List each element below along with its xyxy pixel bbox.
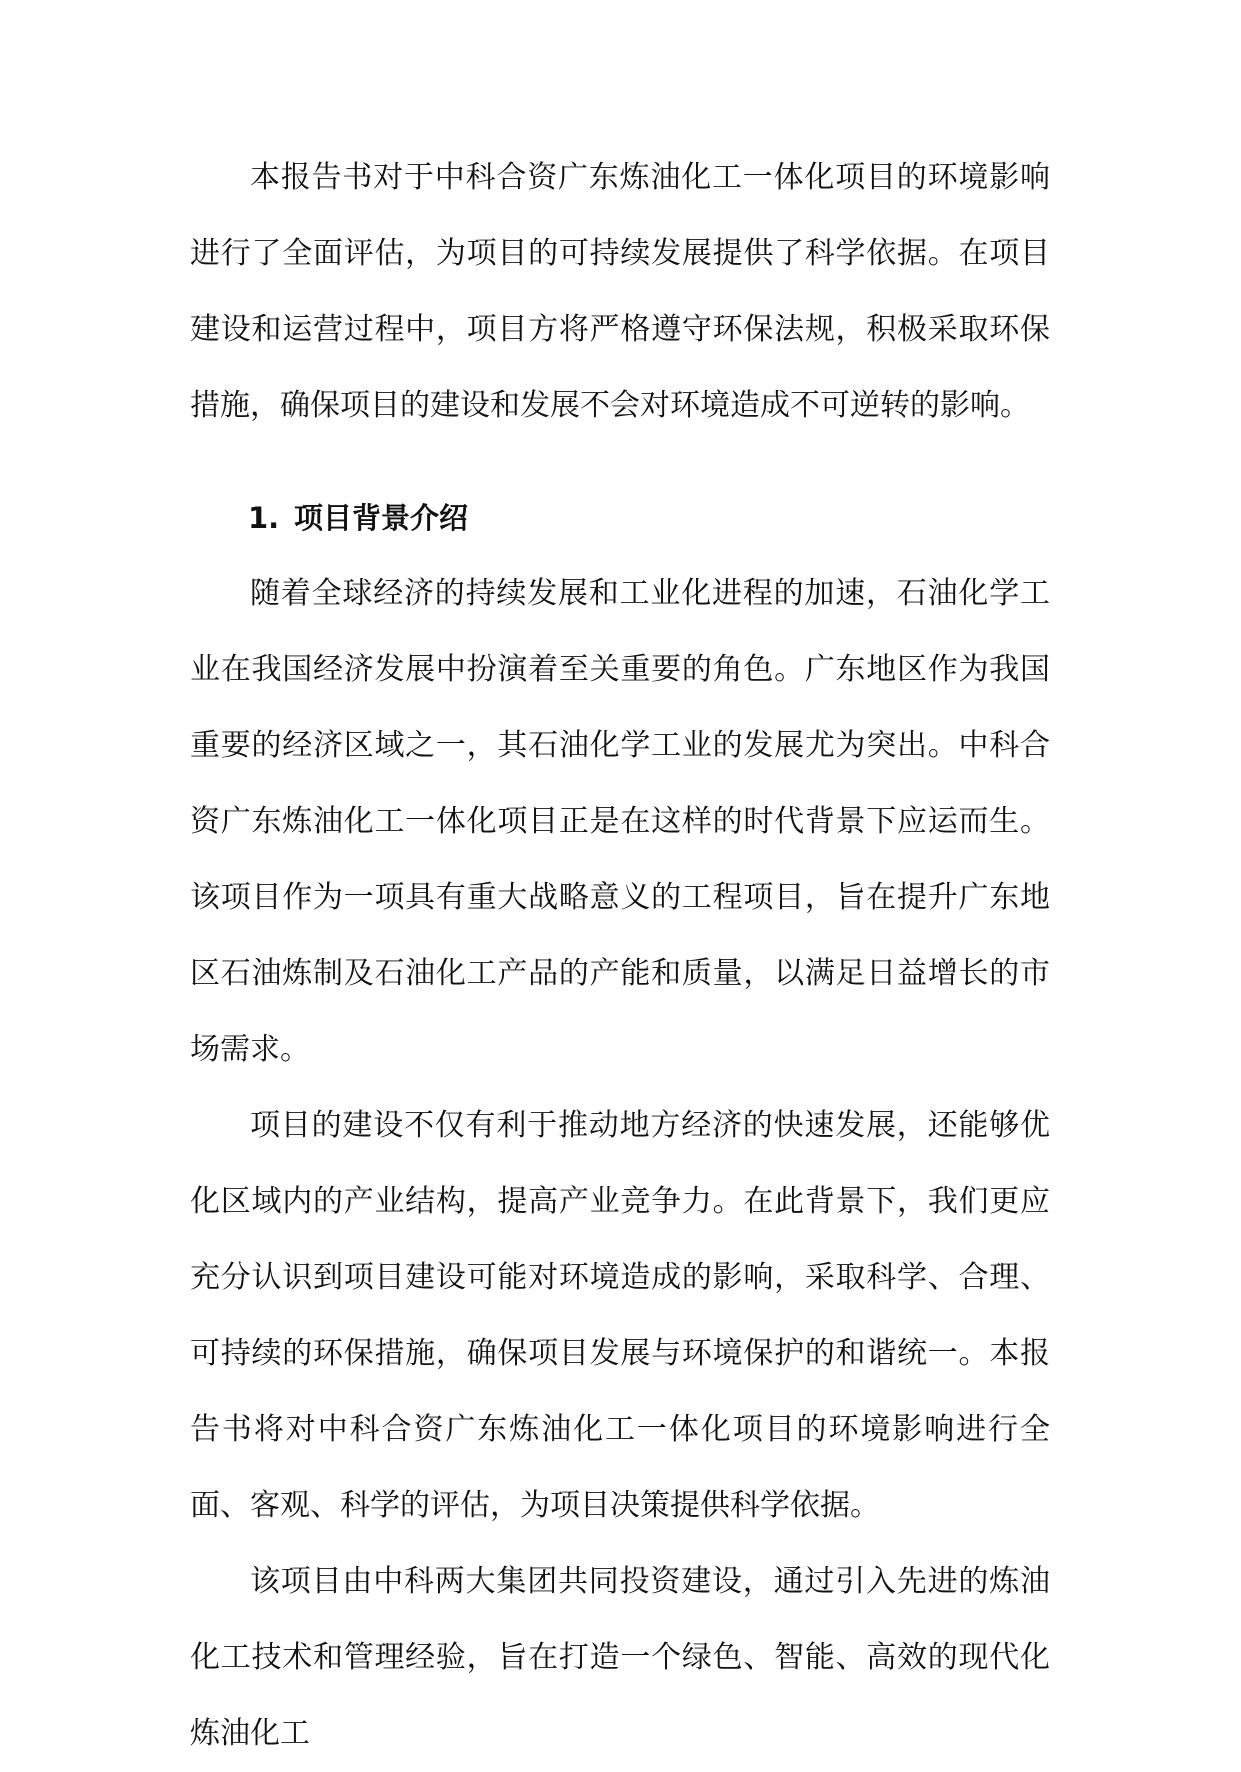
- section-paragraph-2: 项目的建设不仅有利于推动地方经济的快速发展，还能够优化区域内的产业结构，提高产业竞争力。在此背景下，我们更应充分认识到项目建设可能对环境造成的影响，采取科学、合理、可持续的环保措施，确保项目发展与环境保护的和谐统一。本报告书将对中科合资广东炼油化工一体化项目的环境影响进行全面、客观、科学的评估，为项目决策提供科学依据。: [190, 1108, 1050, 1523]
- section-title: 项目背景介绍: [294, 501, 469, 535]
- intro-paragraph: 本报告书对于中科合资广东炼油化工一体化项目的环境影响进行了全面评估，为项目的可持续发展提供了科学依据。在项目建设和运营过程中，项目方将严格遵守环保法规，积极采取环保措施，确保项目的建设和发展不会对环境造成不可逆转的影响。: [190, 160, 1050, 423]
- section-paragraph-3: 该项目由中科两大集团共同投资建设，通过引入先进的炼油化工技术和管理经验，旨在打造一个绿色、智能、高效的现代化炼油化工: [190, 1564, 1050, 1751]
- section-heading: [190, 480, 1050, 556]
- section-paragraph-1: 随着全球经济的持续发展和工业化进程的加速，石油化学工业在我国经济发展中扮演着至关重要的角色。广东地区作为我国重要的经济区域之一，其石油化学工业的发展尤为突出。中科合资广东炼油化工一体化项目正是在这样的时代背景下应运而生。该项目作为一项具有重大战略意义的工程项目，旨在提升广东地区石油炼制及石油化工产品的产能和质量，以满足日益增长的市场需求。: [190, 576, 1050, 1067]
- section-number: 1.: [248, 501, 280, 535]
- document-body: [190, 140, 1050, 1772]
